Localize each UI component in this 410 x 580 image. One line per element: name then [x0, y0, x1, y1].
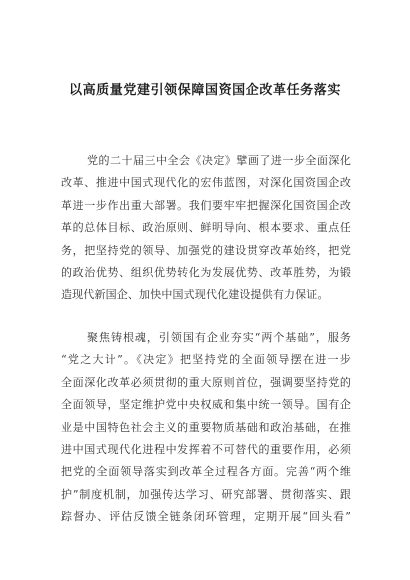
document-title: 以高质量党建引领保障国资国企改革任务落实	[68, 83, 341, 98]
paragraph-2	[61, 327, 351, 529]
paragraph-line: 聚焦铸根魂，引领国有企业夯实“两个基础”，服务	[87, 331, 351, 344]
paragraph-line: 护”制度机制，加强传达学习、研究部署、贯彻落实、跟	[61, 487, 351, 501]
paragraph-line: 踪督办、评估反馈全链条闭环管理，定期开展“回头看”	[61, 510, 351, 524]
paragraph-line: 把党的全面领导落实到改革全过程各方面。完善“两个维	[61, 465, 351, 479]
paragraph-line: 全面领导，坚定维护党中央权威和集中统一领导。国有企	[61, 398, 351, 412]
paragraph-line: 务，把坚持党的领导、加强党的建设贯穿改革始终，把党	[61, 243, 351, 257]
paragraph-line: 革的总体目标、政治原则、鲜明导向、根本要求、重点任	[61, 221, 351, 235]
paragraph-line: 造现代新国企、加快中国式现代化建设提供有力保证。	[61, 288, 329, 302]
paragraph-1	[61, 150, 351, 307]
paragraph-line: “党之大计”。《决定》把坚持党的全面领导摆在进一步	[61, 353, 351, 367]
paragraph-line: 业是中国特色社会主义的重要物质基础和政治基础，在推	[61, 420, 351, 434]
paragraph-line: 革进一步作出重大部署。我们要牢牢把握深化国资国企改	[61, 198, 351, 212]
paragraph-line: 党的二十届三中全会《决定》擘画了进一步全面深化	[87, 154, 351, 167]
paragraph-line: 全面深化改革必须贯彻的重大原则首位，强调要坚持党的	[61, 375, 351, 389]
paragraph-line: 的政治优势、组织优势转化为发展优势、改革胜势，为锻	[61, 265, 351, 279]
paragraph-line: 进中国式现代化进程中发挥着不可替代的重要作用，必须	[61, 442, 351, 456]
paragraph-line: 改革、推进中国式现代化的宏伟蓝图，对深化国资国企改	[61, 176, 351, 190]
